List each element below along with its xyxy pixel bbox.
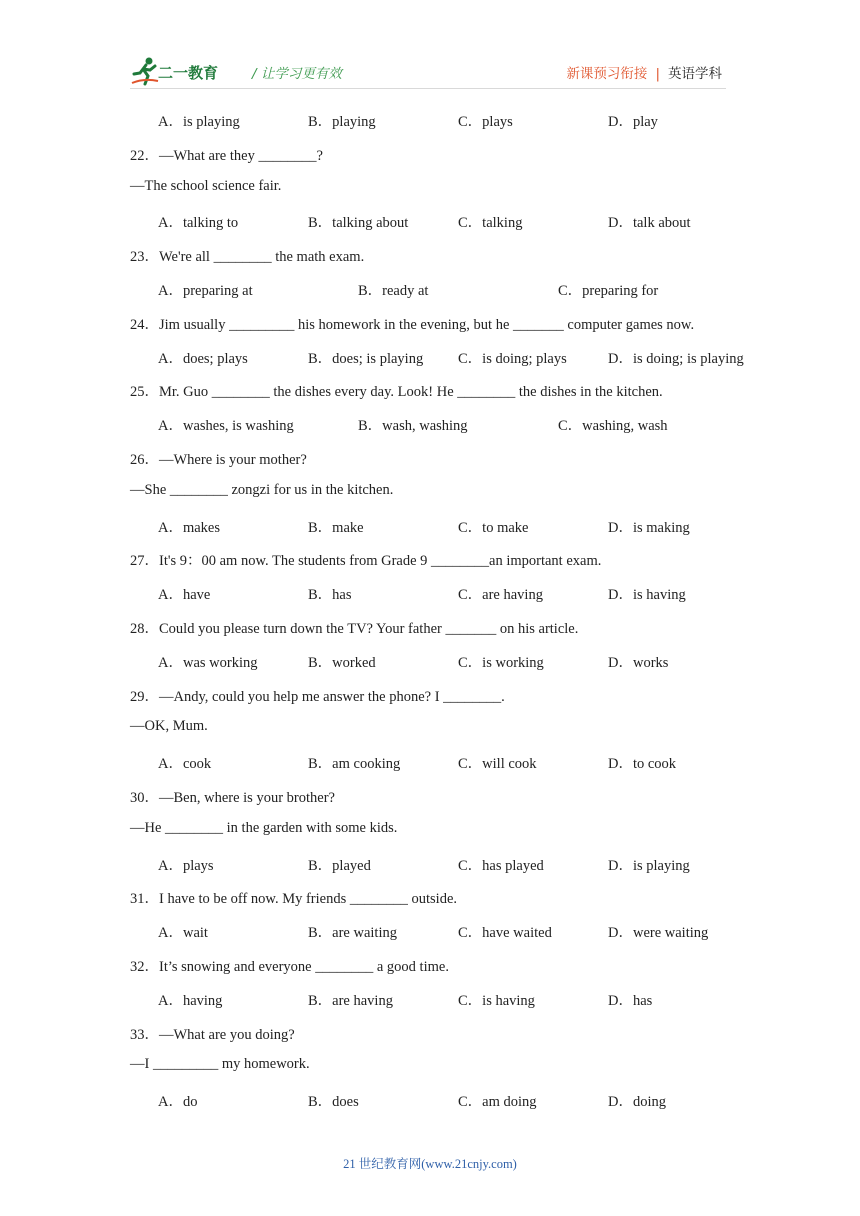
answer-option: D．to cook — [608, 756, 677, 773]
slogan: / 让学习更有效 — [252, 66, 342, 82]
question-stem: 25．Mr. Guo ________ the dishes every day. Look! He ________ the dishes in the kitchen. — [130, 384, 663, 401]
question-stem: 23．We're all ________ the math exam. — [130, 249, 365, 266]
answer-option: D．play — [608, 114, 658, 130]
answer-option: A．makes — [158, 519, 221, 536]
answer-option: D．has — [608, 992, 653, 1009]
answer-option: D．works — [608, 654, 669, 671]
question-stem: 30．—Ben, where is your brother? — [130, 790, 335, 806]
answer-option: C．have waited — [458, 925, 552, 942]
answer-option: B．are having — [308, 992, 393, 1009]
question-dialogue-line: —I _________ my homework. — [130, 1056, 310, 1073]
question-stem: 22．—What are they ________? — [130, 147, 323, 164]
question-stem: 33．—What are you doing? — [130, 1026, 295, 1043]
answer-option: C．will cook — [458, 756, 537, 773]
answer-option: C．am doing — [458, 1094, 537, 1111]
question-dialogue-line: —He ________ in the garden with some kids. — [130, 819, 398, 836]
answer-option: B．played — [308, 857, 371, 874]
question-dialogue-line: —She ________ zongzi for us in the kitchen. — [130, 481, 394, 498]
header-divider — [130, 88, 726, 89]
answer-option: C．are having — [458, 587, 543, 604]
answer-option: C．preparing for — [558, 283, 659, 299]
answer-option: A．talking to — [158, 215, 239, 232]
question-stem: 24．Jim usually _________ his homework in the evening, but he _______ computer games now. — [130, 316, 695, 333]
answer-option: D．is making — [608, 519, 690, 536]
answer-option: C．has played — [458, 857, 544, 874]
answer-option: B．playing — [308, 114, 376, 130]
question-stem: 28．Could you please turn down the TV? Your father _______ on his article. — [130, 621, 579, 637]
answer-option: C．washing, wash — [558, 418, 668, 435]
answer-option: A．cook — [158, 756, 212, 773]
answer-option: D．were waiting — [608, 925, 709, 942]
answer-option: B．does — [308, 1094, 359, 1111]
question-stem: 29．—Andy, could you help me answer the phone? I ________. — [130, 688, 505, 705]
answer-option: A．plays — [158, 857, 214, 874]
course-label: 新课预习衔接 — [566, 66, 648, 82]
answer-option: B．does; is playing — [308, 350, 424, 367]
answer-option: B．worked — [308, 654, 376, 671]
header-right — [566, 62, 722, 82]
answer-option: A．preparing at — [158, 283, 253, 299]
answer-option: B．are waiting — [308, 925, 397, 942]
answer-option: B．ready at — [358, 283, 429, 299]
question-stem: 26．—Where is your mother? — [130, 452, 307, 468]
answer-option: C．talking — [458, 215, 523, 232]
answer-option: A．is playing — [158, 114, 240, 130]
answer-option: C．is working — [458, 654, 544, 671]
answer-option: A．have — [158, 587, 211, 604]
subject-label: 英语学科 — [668, 66, 722, 82]
header-separator: | — [655, 66, 660, 82]
answer-option: B．has — [308, 587, 352, 604]
answer-option: C．is having — [458, 992, 535, 1009]
logo-text: 二一教育 — [158, 64, 219, 82]
answer-option: A．do — [158, 1094, 198, 1111]
answer-option: A．having — [158, 992, 223, 1009]
question-dialogue-line: —The school science fair. — [130, 177, 282, 194]
answer-option: D．is doing; is playing — [608, 350, 744, 367]
logo — [130, 56, 240, 88]
question-stem: 27．It's 9：00 am now. The students from Grade 9 ________an important exam. — [130, 553, 602, 570]
page-header — [130, 52, 730, 92]
question-stem: 32．It’s snowing and everyone ________ a good time. — [130, 959, 449, 975]
runner-logo-icon — [130, 56, 160, 88]
answer-option: B．make — [308, 519, 364, 536]
answer-option: D．is having — [608, 587, 686, 604]
answer-option: A．washes, is washing — [158, 418, 294, 435]
answer-option: C．is doing; plays — [458, 350, 567, 367]
answer-option: A．does; plays — [158, 350, 248, 367]
question-dialogue-line: —OK, Mum. — [130, 718, 208, 735]
answer-option: C．to make — [458, 519, 529, 536]
question-stem: 31．I have to be off now. My friends ________ outside. — [130, 891, 458, 908]
answer-option: A．wait — [158, 925, 208, 942]
page-footer: 21 世纪教育网(www.21cnjy.com) — [343, 1157, 517, 1171]
answer-option: D．talk about — [608, 215, 691, 232]
answer-option: B．am cooking — [308, 756, 401, 773]
answer-option: D．doing — [608, 1094, 666, 1111]
answer-option: D．is playing — [608, 857, 690, 874]
answer-option: B．wash, washing — [358, 418, 468, 435]
answer-option: B．talking about — [308, 215, 409, 232]
answer-option: C．plays — [458, 114, 513, 130]
answer-option: A．was working — [158, 654, 258, 671]
